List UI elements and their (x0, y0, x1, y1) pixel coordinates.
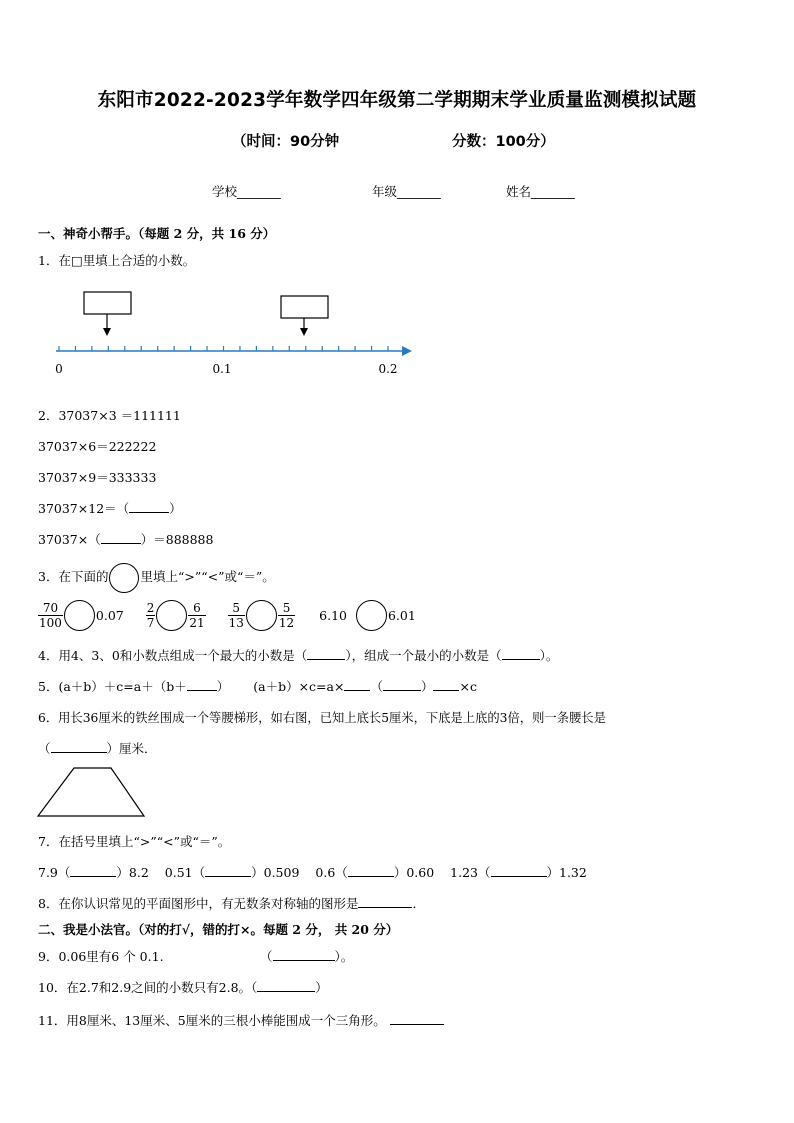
arrow-2-head (300, 328, 308, 336)
trapezoid-figure (36, 766, 148, 820)
section-1-heading: 一、神奇小帮手。（每题 2 分，共 16 分） (38, 226, 276, 241)
exam-score: 分数：100分） (452, 134, 555, 150)
q4-blank-2[interactable] (502, 647, 540, 660)
exam-title: 东阳市2022-2023学年数学四年级第二学期期末学业质量监测模拟试题 (97, 90, 697, 111)
q2-line-4: 37037×12＝（ ） (38, 501, 182, 516)
q2-line-5: 37037×（ ）＝888888 (38, 532, 214, 547)
q3-sample-circle (109, 563, 139, 593)
q6-blank[interactable] (51, 740, 107, 753)
axis-ticks (59, 346, 388, 351)
q8-text: 8．在你认识常见的平面图形中，有无数条对称轴的图形是 ． (38, 896, 425, 911)
q5-blank-1[interactable] (187, 678, 217, 691)
q3-circle-3[interactable] (246, 600, 277, 631)
q5-blank-4[interactable] (433, 678, 459, 691)
q5-blank-3[interactable] (383, 678, 421, 691)
q8-blank[interactable] (358, 895, 412, 908)
q3-frac-6-21: $\frac{6}{21}$ (189, 601, 205, 630)
q2-line-1: 2．37037×3 ＝111111 (38, 408, 181, 423)
name-field[interactable]: 姓名_______ (506, 184, 575, 199)
q3-items: $\frac{70}{100}$ 0.07 $\frac{2}{7}$ $\frac{6}{21}$ $\frac{5}{13}$ $\frac{5}{12}$ 6.10 6.01 (39, 601, 416, 630)
answer-box-2 (281, 296, 328, 318)
q6-text: 6．用长36厘米的铁丝围成一个等腰梯形，如右图，已知上底长5厘米，下底是上底的3倍，则一条腰长是 (38, 711, 606, 725)
q5-text: 5．(a＋b）＋c=a＋（b＋ ） (a＋b）×c=a× （ ） ×c (38, 679, 477, 694)
q3-circle-2[interactable] (156, 600, 187, 631)
q7-items: 7.9（ ）8.2 0.51（ ）0.509 0.6（ ）0.60 1.23（ ）1.32 (38, 865, 587, 880)
section-2-heading: 二、我是小法官。（对的打√，错的打×。每题 2 分， 共 20 分） (38, 922, 399, 937)
q3-frac-2-7: $\frac{2}{7}$ (146, 601, 155, 630)
axis-label-0.1: 0.1 (212, 362, 232, 376)
q9-text: 9．0.06里有6 个 0.1. (38, 949, 164, 964)
axis-arrowhead (402, 346, 412, 356)
q11-blank[interactable] (390, 1012, 444, 1025)
q9-blank[interactable] (273, 948, 335, 961)
q3-circle-4[interactable] (356, 600, 387, 631)
q7-blank-2[interactable] (205, 864, 251, 877)
q9-answer: （ ）。 (260, 949, 354, 964)
q7-blank-4[interactable] (491, 864, 547, 877)
q3-text: 3．在下面的 里填上“>”“<”或“＝”。 (38, 561, 275, 593)
q3-frac-70-100: $\frac{70}{100}$ (39, 601, 62, 630)
q2-line-3: 37037×9＝333333 (38, 470, 157, 485)
q7-text: 7．在括号里填上“>”“<”或“＝”。 (38, 834, 231, 849)
q4-text: 4．用4、3、0和小数点组成一个最大的小数是（ ），组成一个最小的小数是（ ）。 (38, 648, 559, 663)
q2-line-2: 37037×6＝222222 (38, 439, 157, 454)
school-field[interactable]: 学校_______ (212, 184, 281, 199)
axis-label-0: 0 (55, 362, 63, 376)
q10-text: 10．在2.7和2.9之间的小数只有2.8。（ ） (38, 980, 328, 995)
q7-blank-3[interactable] (348, 864, 394, 877)
q3-circle-1[interactable] (64, 600, 95, 631)
number-line-figure (50, 288, 420, 388)
arrow-1-head (103, 328, 111, 336)
trapezoid-shape (38, 768, 144, 816)
q3-frac-5-13: $\frac{5}{13}$ (228, 601, 244, 630)
exam-time: （时间：90分钟 (232, 134, 340, 150)
q4-blank-1[interactable] (307, 647, 345, 660)
q7-blank-1[interactable] (70, 864, 116, 877)
grade-field[interactable]: 年级_______ (372, 184, 441, 199)
q11-text: 11．用8厘米、13厘米、5厘米的三根小棒能围成一个三角形。 (38, 1011, 444, 1029)
q2-blank-1[interactable] (129, 500, 169, 513)
q2-blank-2[interactable] (101, 531, 141, 544)
answer-box-1 (84, 292, 131, 314)
q10-blank[interactable] (257, 979, 315, 992)
q3-frac-5-12: $\frac{5}{12}$ (278, 601, 295, 630)
q6-answer: （ ）厘米． (38, 741, 157, 756)
axis-label-0.2: 0.2 (378, 362, 398, 376)
q5-blank-2[interactable] (344, 678, 370, 691)
q1-text: 1．在□里填上合适的小数。 (38, 253, 196, 268)
